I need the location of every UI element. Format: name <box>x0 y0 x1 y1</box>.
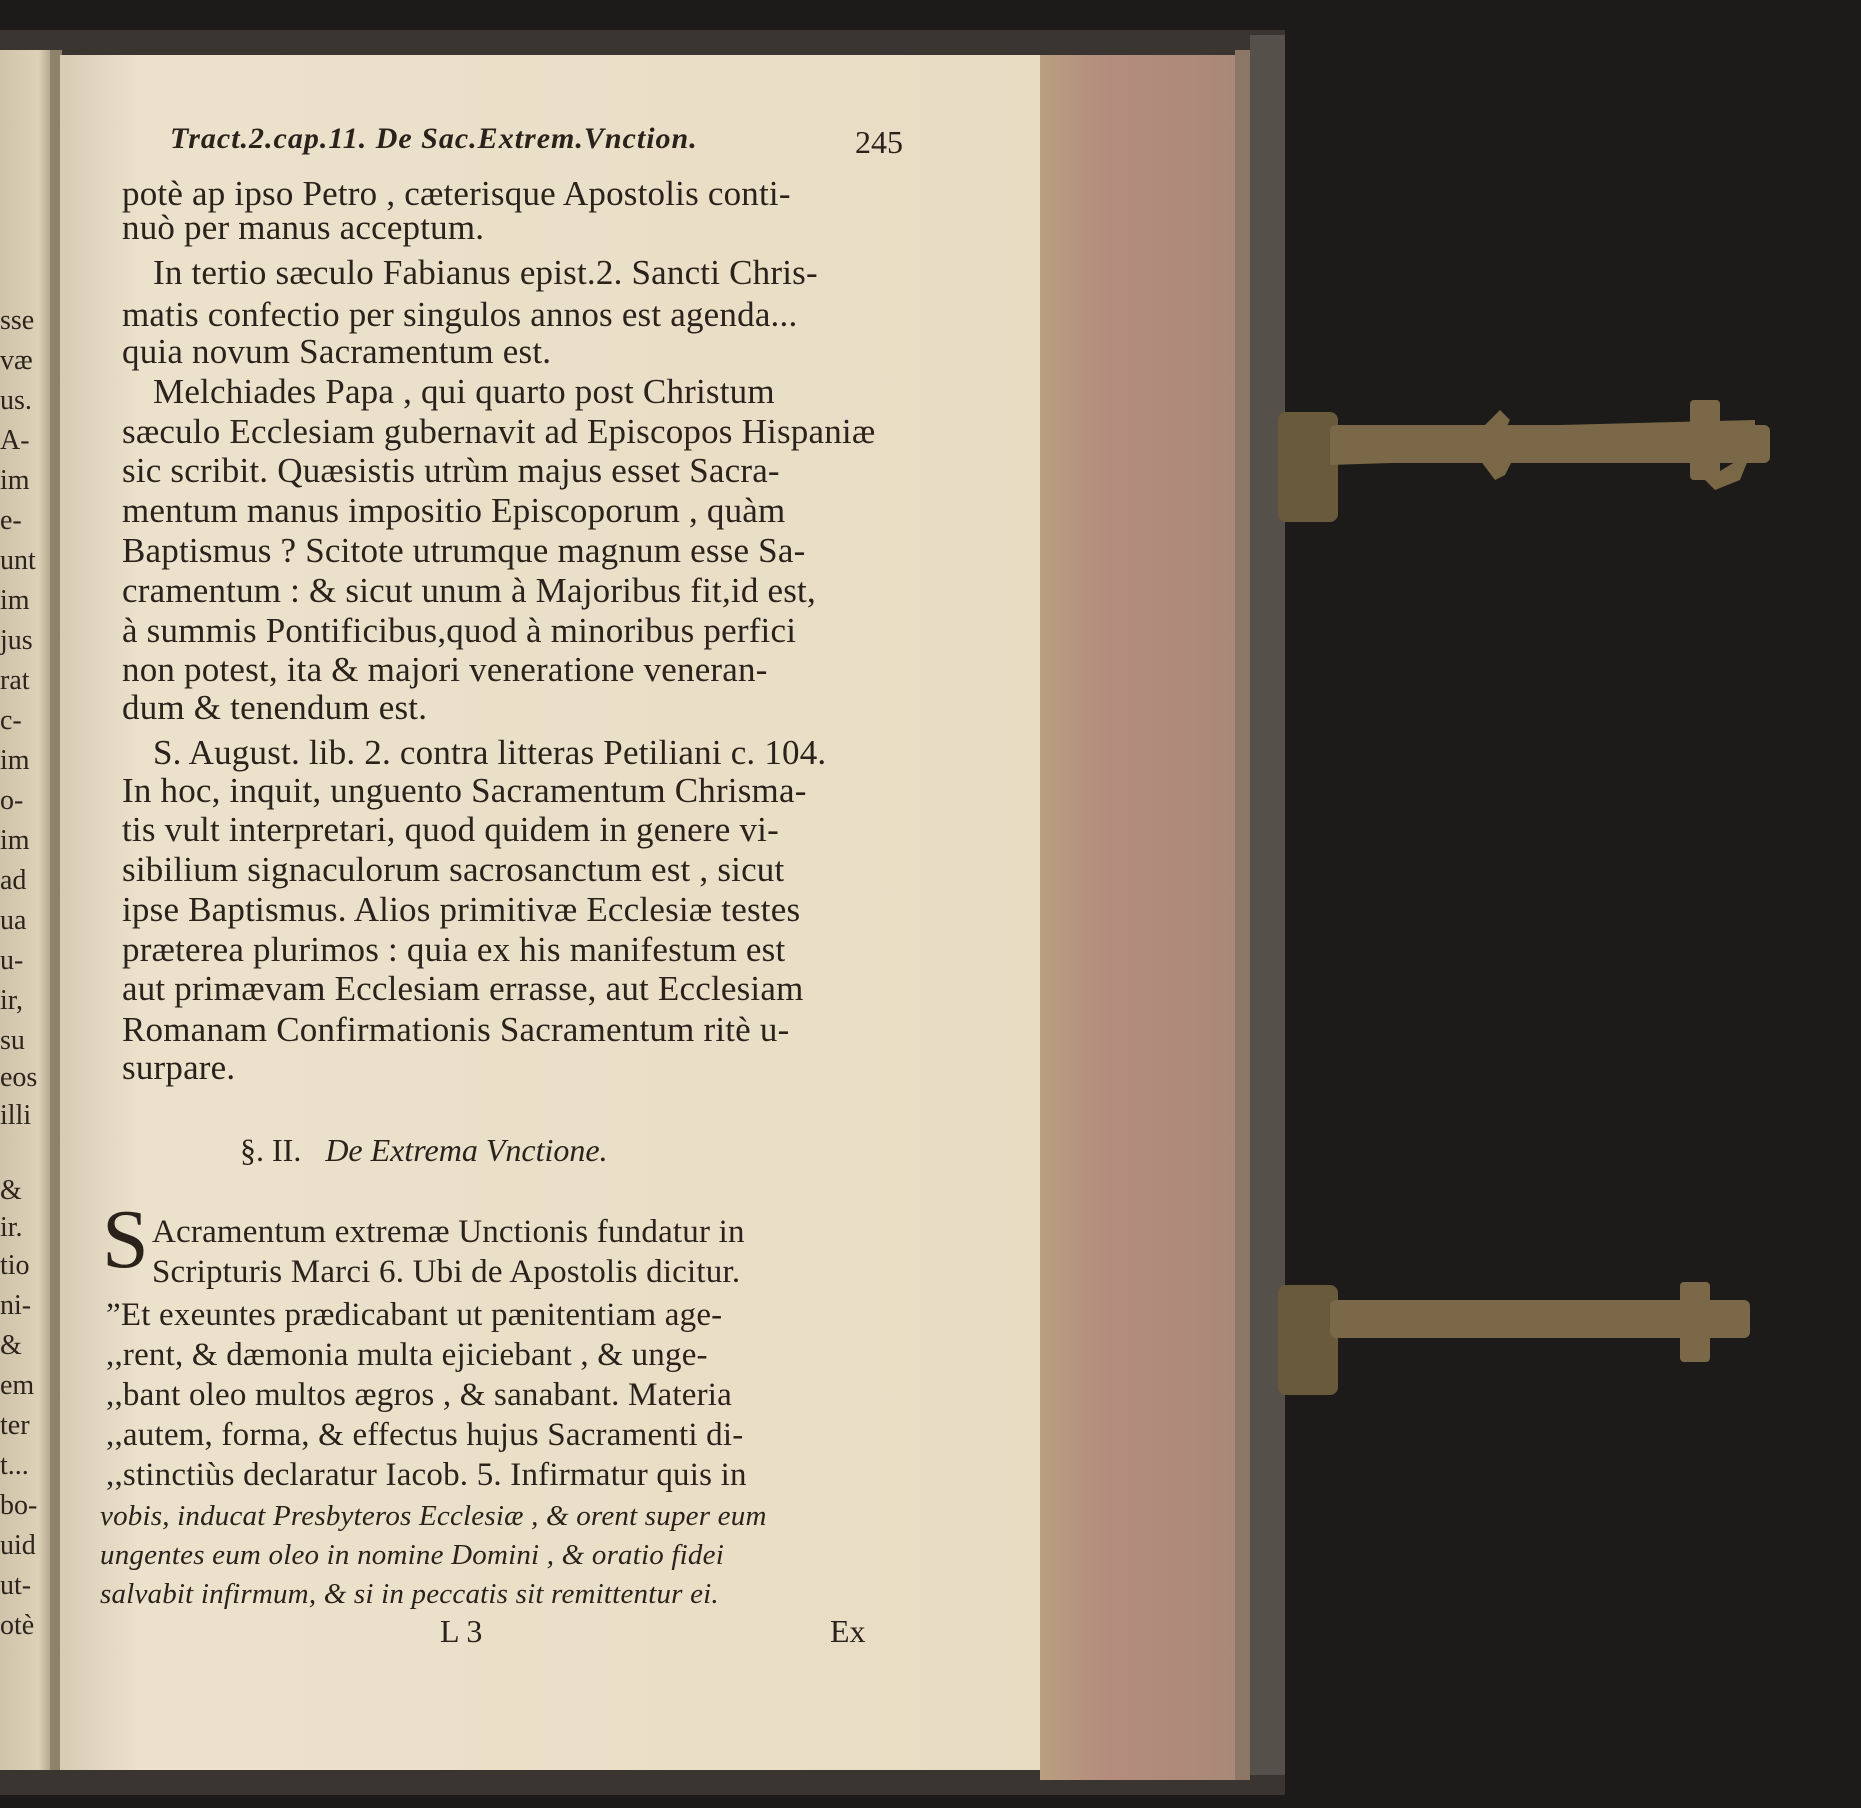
text-line: tis vult interpretari, quod quidem in genere vi- <box>122 810 779 849</box>
text-line: quia novum Sacramentum est. <box>122 332 552 371</box>
left-page-fragment: u- <box>0 945 24 976</box>
left-page-fragment: otè <box>0 1610 35 1641</box>
section-title: De Extrema Vnctione. <box>325 1132 608 1168</box>
left-page-fragment: e- <box>0 505 22 536</box>
left-page-fragment: ir. <box>0 1212 23 1243</box>
section-line: Acramentum extremæ Unctionis fundatur in <box>152 1214 745 1250</box>
left-page-fragment: jus <box>0 625 33 656</box>
left-page-fragment: ir, <box>0 985 23 1016</box>
text-line: nuò per manus acceptum. <box>122 208 485 247</box>
left-page-fragment: & <box>0 1330 22 1361</box>
left-page-fragment: bo- <box>0 1490 38 1521</box>
text-line: potè ap ipso Petro , cæterisque Apostolis conti- <box>122 174 791 213</box>
section-line: Scripturis Marci 6. Ubi de Apostolis dicitur. <box>152 1254 741 1290</box>
left-page-fragment: ad <box>0 865 27 896</box>
text-line: præterea plurimos : quia ex his manifestum est <box>122 930 786 969</box>
section-line: ungentes eum oleo in nomine Domini , & oratio fidei <box>100 1539 724 1571</box>
text-line: S. August. lib. 2. contra litteras Petiliani c. 104. <box>153 733 827 772</box>
left-page-fragment: A- <box>0 425 30 456</box>
text-line: Baptismus ? Scitote utrumque magnum esse Sa- <box>122 531 806 570</box>
text-line: sæculo Ecclesiam gubernavit ad Episcopos Hispaniæ <box>122 412 876 451</box>
left-page-fragment: eos <box>0 1062 38 1093</box>
left-page-fragment: im <box>0 825 30 856</box>
text-line: non potest, ita & majori veneratione veneran- <box>122 650 768 689</box>
section-line: salvabit infirmum, & si in peccatis sit remittentur ei. <box>100 1578 719 1610</box>
left-page-fragment: us. <box>0 385 32 416</box>
left-page-fragment: su <box>0 1025 25 1056</box>
page-number: 245 <box>855 124 903 160</box>
left-page-fragment: im <box>0 585 30 616</box>
section-line: ”Et exeuntes prædicabant ut pænitentiam age- <box>106 1297 723 1333</box>
left-page-fragment: ut- <box>0 1570 32 1601</box>
section-heading <box>240 1132 608 1169</box>
text-line: dum & tenendum est. <box>122 688 428 727</box>
left-page-fragment: ni- <box>0 1290 32 1321</box>
text-line: In tertio sæculo Fabianus epist.2. Sancti Chris- <box>153 253 818 292</box>
left-page-fragment: illi <box>0 1100 32 1131</box>
text-line: Romanam Confirmationis Sacramentum ritè u- <box>122 1010 790 1049</box>
text-line: à summis Pontificibus,quod à minoribus perfici <box>122 611 797 650</box>
left-page-fragment: uid <box>0 1530 36 1561</box>
text-line: matis confectio per singulos annos est agenda... <box>122 295 798 334</box>
left-page-fragment: tio <box>0 1250 30 1281</box>
text-line: In hoc, inquit, unguento Sacramentum Chrisma- <box>122 771 807 810</box>
left-page-fragment: unt <box>0 545 36 576</box>
text-line: surpare. <box>122 1048 236 1087</box>
left-page-fragment: væ <box>0 345 33 376</box>
text-line: sibilium signaculorum sacrosanctum est , sicut <box>122 850 785 889</box>
left-page-fragment: & <box>0 1175 22 1206</box>
left-page-fragment: ter <box>0 1410 30 1441</box>
signature-mark: L 3 <box>440 1613 483 1649</box>
left-page-fragment: ua <box>0 905 27 936</box>
section-number: §. II. <box>240 1132 302 1168</box>
catchword: Ex <box>830 1613 866 1649</box>
text-line: aut primævam Ecclesiam errasse, aut Ecclesiam <box>122 969 804 1008</box>
section-line: ,,autem, forma, & effectus hujus Sacramenti di- <box>106 1417 744 1453</box>
left-page-fragment: im <box>0 745 30 776</box>
text-line: Melchiades Papa , qui quarto post Christum <box>153 372 775 411</box>
text-line: sic scribit. Quæsistis utrùm majus esset Sacra- <box>122 451 780 490</box>
text-line: mentum manus impositio Episcoporum , quàm <box>122 491 786 530</box>
section-line: ,,rent, & dæmonia multa ejiciebant , & unge- <box>106 1337 708 1373</box>
drop-cap: S <box>102 1193 149 1286</box>
left-page-fragment: rat <box>0 665 30 696</box>
section-line: ,,stinctiùs declaratur Iacob. 5. Infirmatur quis in <box>106 1457 747 1493</box>
left-page-fragment: c- <box>0 705 22 736</box>
running-head: Tract.2.cap.11. De Sac.Extrem.Vnction. <box>170 122 698 155</box>
section-line: vobis, inducat Presbyteros Ecclesiæ , & orent super eum <box>100 1500 767 1532</box>
left-page-fragment: em <box>0 1370 35 1401</box>
left-page-fragment: sse <box>0 305 35 336</box>
section-line: ,,bant oleo multos ægros , & sanabant. Materia <box>106 1377 733 1413</box>
left-page-fragment: im <box>0 465 30 496</box>
left-page-fragment: t... <box>0 1450 29 1481</box>
left-page-fragment: o- <box>0 785 24 816</box>
text-line: cramentum : & sicut unum à Majoribus fit,id est, <box>122 571 816 610</box>
text-line: ipse Baptismus. Alios primitivæ Ecclesiæ testes <box>122 890 801 929</box>
